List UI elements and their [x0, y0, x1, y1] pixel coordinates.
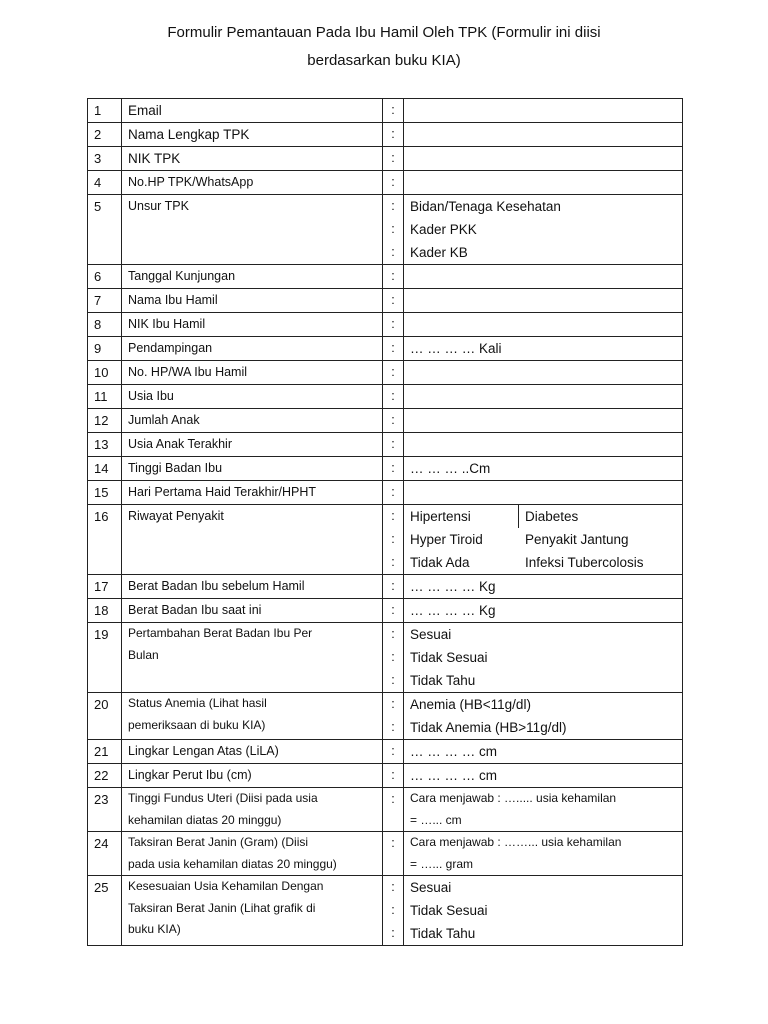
- option-kader-kb[interactable]: Kader KB: [410, 245, 468, 260]
- row-label-unsur-tpk: Unsur TPK: [122, 195, 383, 265]
- pertambahan-bb-options: [404, 623, 683, 693]
- row-label-tanggal-kunjungan: Tanggal Kunjungan: [122, 265, 383, 289]
- table-row: [88, 265, 683, 289]
- option-anemia[interactable]: Anemia (HB<11g/dl): [410, 697, 531, 712]
- hpht-field[interactable]: [404, 481, 683, 505]
- table-row: [88, 147, 683, 171]
- jumlah-anak-field[interactable]: [404, 409, 683, 433]
- kesesuaian-usia-options: [404, 876, 683, 946]
- option-hipertensi[interactable]: Hipertensi: [410, 509, 471, 524]
- option-penyakit-jantung[interactable]: Penyakit Jantung: [525, 532, 629, 547]
- colon-separator: : : :: [383, 505, 404, 575]
- row-label-lila: Lingkar Lengan Atas (LiLA): [122, 740, 383, 764]
- row-label-pertambahan-bb: Pertambahan Berat Badan Ibu Per Bulan: [122, 623, 383, 693]
- row-label-jumlah-anak: Jumlah Anak: [122, 409, 383, 433]
- row-number: 4: [88, 171, 122, 195]
- bb-sebelum-hamil-field[interactable]: … … … … Kg: [404, 575, 683, 599]
- nama-tpk-field[interactable]: [404, 123, 683, 147]
- colon-separator: :: [383, 123, 404, 147]
- row-number: 20: [88, 693, 122, 740]
- colon-separator: : : :: [383, 876, 404, 946]
- row-number: 17: [88, 575, 122, 599]
- option-sesuai[interactable]: Sesuai: [410, 880, 452, 895]
- colon-separator: :: [383, 457, 404, 481]
- colon-separator: :: [383, 147, 404, 171]
- option-hyper-tiroid[interactable]: Hyper Tiroid: [410, 532, 483, 547]
- row-number: 13: [88, 433, 122, 457]
- row-number: 3: [88, 147, 122, 171]
- row-number: 23: [88, 788, 122, 832]
- unsur-tpk-options: [404, 195, 683, 265]
- option-infeksi-tbc[interactable]: Infeksi Tubercolosis: [525, 555, 644, 570]
- colon-separator: :: [383, 764, 404, 788]
- colon-separator: :: [383, 409, 404, 433]
- table-row: [88, 337, 683, 361]
- row-number: 12: [88, 409, 122, 433]
- colon-separator: :: [383, 788, 404, 832]
- table-row: [88, 832, 683, 876]
- table-row: [88, 99, 683, 123]
- row-label-nama-ibu: Nama Ibu Hamil: [122, 289, 383, 313]
- table-row: [88, 481, 683, 505]
- bb-saat-ini-field[interactable]: … … … … Kg: [404, 599, 683, 623]
- row-label-tinggi-fundus: Tinggi Fundus Uteri (Diisi pada usia kehamilan diatas 20 minggu): [122, 788, 383, 832]
- colon-separator: :: [383, 385, 404, 409]
- row-number: 21: [88, 740, 122, 764]
- lila-field[interactable]: … … … … cm: [404, 740, 683, 764]
- option-bidan[interactable]: Bidan/Tenaga Kesehatan: [410, 199, 561, 214]
- colon-separator: :: [383, 265, 404, 289]
- row-label-status-anemia: Status Anemia (Lihat hasil pemeriksaan di buku KIA): [122, 693, 383, 740]
- table-row: [88, 693, 683, 740]
- table-row: [88, 361, 683, 385]
- pendampingan-field[interactable]: … … … … Kali: [404, 337, 683, 361]
- table-row: [88, 123, 683, 147]
- taksiran-berat-janin-field[interactable]: Cara menjawab : ……... usia kehamilan = …... gram: [404, 832, 683, 876]
- row-number: 24: [88, 832, 122, 876]
- row-label-usia-ibu: Usia Ibu: [122, 385, 383, 409]
- usia-anak-terakhir-field[interactable]: [404, 433, 683, 457]
- lingkar-perut-field[interactable]: … … … … cm: [404, 764, 683, 788]
- option-sesuai[interactable]: Sesuai: [410, 627, 452, 642]
- form-title-line-2: berdasarkan buku KIA): [307, 52, 461, 69]
- table-row: [88, 788, 683, 832]
- row-number: 18: [88, 599, 122, 623]
- colon-separator: :: [383, 313, 404, 337]
- row-number: 9: [88, 337, 122, 361]
- colon-separator: :: [383, 481, 404, 505]
- option-tidak-anemia[interactable]: Tidak Anemia (HB>11g/dl): [410, 720, 567, 735]
- row-number: 16: [88, 505, 122, 575]
- colon-separator: :: [383, 599, 404, 623]
- row-number: 7: [88, 289, 122, 313]
- usia-ibu-field[interactable]: [404, 385, 683, 409]
- row-label-tinggi-badan: Tinggi Badan Ibu: [122, 457, 383, 481]
- row-number: 6: [88, 265, 122, 289]
- nama-ibu-field[interactable]: [404, 289, 683, 313]
- row-label-pendampingan: Pendampingan: [122, 337, 383, 361]
- table-row: [88, 740, 683, 764]
- table-row: [88, 195, 683, 265]
- email-field[interactable]: [404, 99, 683, 123]
- row-number: 22: [88, 764, 122, 788]
- row-label-hp-tpk: No.HP TPK/WhatsApp: [122, 171, 383, 195]
- row-number: 14: [88, 457, 122, 481]
- colon-separator: :: [383, 361, 404, 385]
- table-row: [88, 171, 683, 195]
- colon-separator: : : :: [383, 195, 404, 265]
- row-number: 10: [88, 361, 122, 385]
- nik-ibu-field[interactable]: [404, 313, 683, 337]
- table-row: [88, 385, 683, 409]
- row-label-lingkar-perut: Lingkar Perut Ibu (cm): [122, 764, 383, 788]
- nik-tpk-field[interactable]: [404, 147, 683, 171]
- hp-tpk-field[interactable]: [404, 171, 683, 195]
- row-number: 2: [88, 123, 122, 147]
- table-row: [88, 505, 683, 575]
- colon-separator: :: [383, 740, 404, 764]
- riwayat-penyakit-options: [404, 505, 683, 575]
- row-number: 11: [88, 385, 122, 409]
- option-tidak-tahu[interactable]: Tidak Tahu: [410, 926, 476, 941]
- form-title-line-1: Formulir Pemantauan Pada Ibu Hamil Oleh TPK (Formulir ini diisi: [167, 24, 601, 41]
- option-kader-pkk[interactable]: Kader PKK: [410, 222, 477, 237]
- row-label-nik-tpk: NIK TPK: [122, 147, 383, 171]
- row-label-hpht: Hari Pertama Haid Terakhir/HPHT: [122, 481, 383, 505]
- table-row: [88, 457, 683, 481]
- row-number: 5: [88, 195, 122, 265]
- colon-separator: :: [383, 289, 404, 313]
- colon-separator: :: [383, 575, 404, 599]
- option-tidak-sesuai[interactable]: Tidak Sesuai: [410, 903, 488, 918]
- row-label-email: Email: [122, 99, 383, 123]
- colon-separator: : :: [383, 693, 404, 740]
- row-number: 25: [88, 876, 122, 946]
- table-row: [88, 313, 683, 337]
- option-diabetes[interactable]: Diabetes: [525, 509, 579, 524]
- table-row: [88, 876, 683, 946]
- table-row: [88, 289, 683, 313]
- row-label-riwayat-penyakit: Riwayat Penyakit: [122, 505, 383, 575]
- form-table: [87, 98, 683, 946]
- row-label-taksiran-berat-janin: Taksiran Berat Janin (Gram) (Diisi pada usia kehamilan diatas 20 minggu): [122, 832, 383, 876]
- row-label-nama-tpk: Nama Lengkap TPK: [122, 123, 383, 147]
- table-row: [88, 433, 683, 457]
- colon-separator: :: [383, 99, 404, 123]
- row-number: 1: [88, 99, 122, 123]
- status-anemia-options: [404, 693, 683, 740]
- row-number: 19: [88, 623, 122, 693]
- table-row: [88, 409, 683, 433]
- tinggi-fundus-field[interactable]: Cara menjawab : …..... usia kehamilan = …... cm: [404, 788, 683, 832]
- colon-separator: :: [383, 171, 404, 195]
- option-tidak-tahu[interactable]: Tidak Tahu: [410, 673, 476, 688]
- row-number: 15: [88, 481, 122, 505]
- colon-separator: : : :: [383, 623, 404, 693]
- row-label-bb-sebelum-hamil: Berat Badan Ibu sebelum Hamil: [122, 575, 383, 599]
- colon-separator: :: [383, 832, 404, 876]
- table-row: [88, 575, 683, 599]
- row-label-nik-ibu: NIK Ibu Hamil: [122, 313, 383, 337]
- option-tidak-ada[interactable]: Tidak Ada: [410, 555, 470, 570]
- tinggi-badan-field[interactable]: … … … ..Cm: [404, 457, 683, 481]
- row-label-bb-saat-ini: Berat Badan Ibu saat ini: [122, 599, 383, 623]
- hp-ibu-field[interactable]: [404, 361, 683, 385]
- colon-separator: :: [383, 433, 404, 457]
- table-row: [88, 599, 683, 623]
- row-label-kesesuaian-usia: Kesesuaian Usia Kehamilan Dengan Taksiran Berat Janin (Lihat grafik di buku KIA): [122, 876, 383, 946]
- tanggal-kunjungan-field[interactable]: [404, 265, 683, 289]
- row-label-hp-ibu: No. HP/WA Ibu Hamil: [122, 361, 383, 385]
- row-label-usia-anak-terakhir: Usia Anak Terakhir: [122, 433, 383, 457]
- table-row: [88, 623, 683, 693]
- table-row: [88, 764, 683, 788]
- row-number: 8: [88, 313, 122, 337]
- colon-separator: :: [383, 337, 404, 361]
- option-tidak-sesuai[interactable]: Tidak Sesuai: [410, 650, 488, 665]
